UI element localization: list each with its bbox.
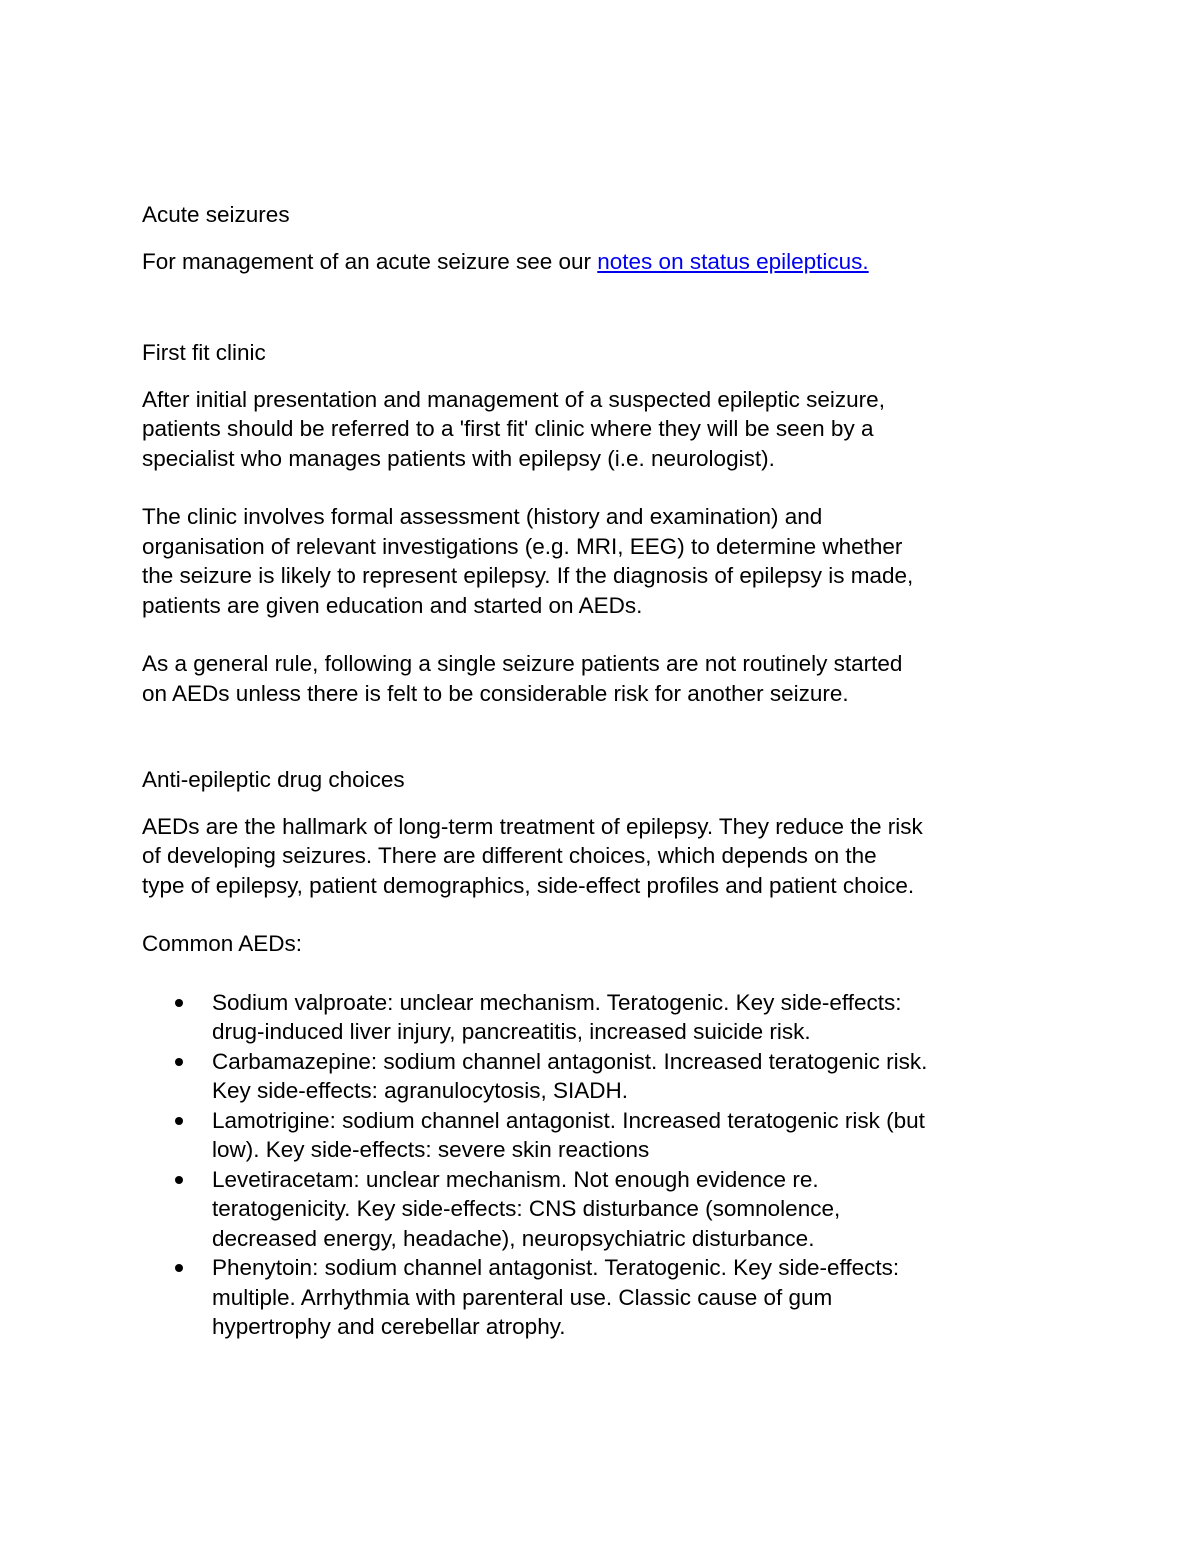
first-fit-paragraph-2	[142, 502, 1062, 620]
list-item-sodium-valproate	[142, 988, 1062, 1047]
list-item-levetiracetam	[142, 1165, 1062, 1254]
document-body	[142, 200, 1062, 1342]
text-line: drug-induced liver injury, pancreatitis, increased suicide risk.	[212, 1019, 811, 1044]
common-aeds-label: Common AEDs:	[142, 931, 303, 956]
first-fit-paragraph-1	[142, 385, 1062, 474]
text-line: As a general rule, following a single seizure patients are not routinely started	[142, 651, 903, 676]
text-line: The clinic involves formal assessment (history and examination) and	[142, 504, 823, 529]
acute-seizure-text: For management of an acute seizure see our	[142, 248, 598, 274]
text-line: Sodium valproate: unclear mechanism. Teratogenic. Key side-effects:	[212, 989, 902, 1015]
text-line: Carbamazepine: sodium channel antagonist. Increased teratogenic risk.	[212, 1048, 928, 1074]
list-item-lamotrigine	[142, 1106, 1062, 1165]
aed-list	[142, 988, 1062, 1342]
text-line: Lamotrigine: sodium channel antagonist. Increased teratogenic risk (but	[212, 1107, 925, 1133]
heading-first-fit-clinic: First fit clinic	[142, 340, 266, 365]
bullet-icon	[175, 1264, 183, 1272]
first-fit-paragraph-3	[142, 649, 1062, 708]
text-line: organisation of relevant investigations (e.g. MRI, EEG) to determine whether	[142, 533, 903, 559]
bullet-icon	[175, 1058, 183, 1066]
drug-choices-paragraph	[142, 812, 1062, 901]
text-line: Key side-effects: agranulocytosis, SIADH.	[212, 1078, 629, 1103]
bullet-icon	[175, 1176, 183, 1184]
text-line: multiple. Arrhythmia with parenteral use. Classic cause of gum	[212, 1284, 833, 1310]
list-item-carbamazepine	[142, 1047, 1062, 1106]
text-line: patients are given education and started on AEDs.	[142, 592, 643, 618]
bullet-icon	[175, 1117, 183, 1125]
text-line: After initial presentation and management of a suspected epileptic seizure,	[142, 386, 885, 412]
acute-seizure-paragraph	[142, 247, 1062, 277]
text-line: decreased energy, headache), neuropsychiatric disturbance.	[212, 1225, 815, 1251]
text-line: type of epilepsy, patient demographics, side-effect profiles and patient choice.	[142, 872, 915, 898]
text-line: specialist who manages patients with epilepsy (i.e. neurologist).	[142, 445, 775, 471]
text-line: the seizure is likely to represent epilepsy. If the diagnosis of epilepsy is made,	[142, 563, 914, 588]
list-item-phenytoin	[142, 1253, 1062, 1342]
text-line: hypertrophy and cerebellar atrophy.	[212, 1314, 566, 1339]
text-line: of developing seizures. There are different choices, which depends on the	[142, 843, 877, 868]
status-epilepticus-link[interactable]: notes on status epilepticus.	[597, 248, 869, 274]
bullet-icon	[175, 999, 183, 1007]
text-line: AEDs are the hallmark of long-term treatment of epilepsy. They reduce the risk	[142, 813, 923, 839]
heading-acute-seizures: Acute seizures	[142, 202, 290, 227]
text-line: on AEDs unless there is felt to be considerable risk for another seizure.	[142, 680, 849, 706]
text-line: Phenytoin: sodium channel antagonist. Teratogenic. Key side-effects:	[212, 1255, 900, 1280]
text-line: teratogenicity. Key side-effects: CNS disturbance (somnolence,	[212, 1196, 841, 1221]
text-line: patients should be referred to a 'first fit' clinic where they will be seen by a	[142, 416, 874, 441]
text-line: low). Key side-effects: severe skin reactions	[212, 1137, 650, 1162]
text-line: Levetiracetam: unclear mechanism. Not enough evidence re.	[212, 1166, 819, 1192]
heading-anti-epileptic-drug-choices: Anti-epileptic drug choices	[142, 767, 405, 792]
